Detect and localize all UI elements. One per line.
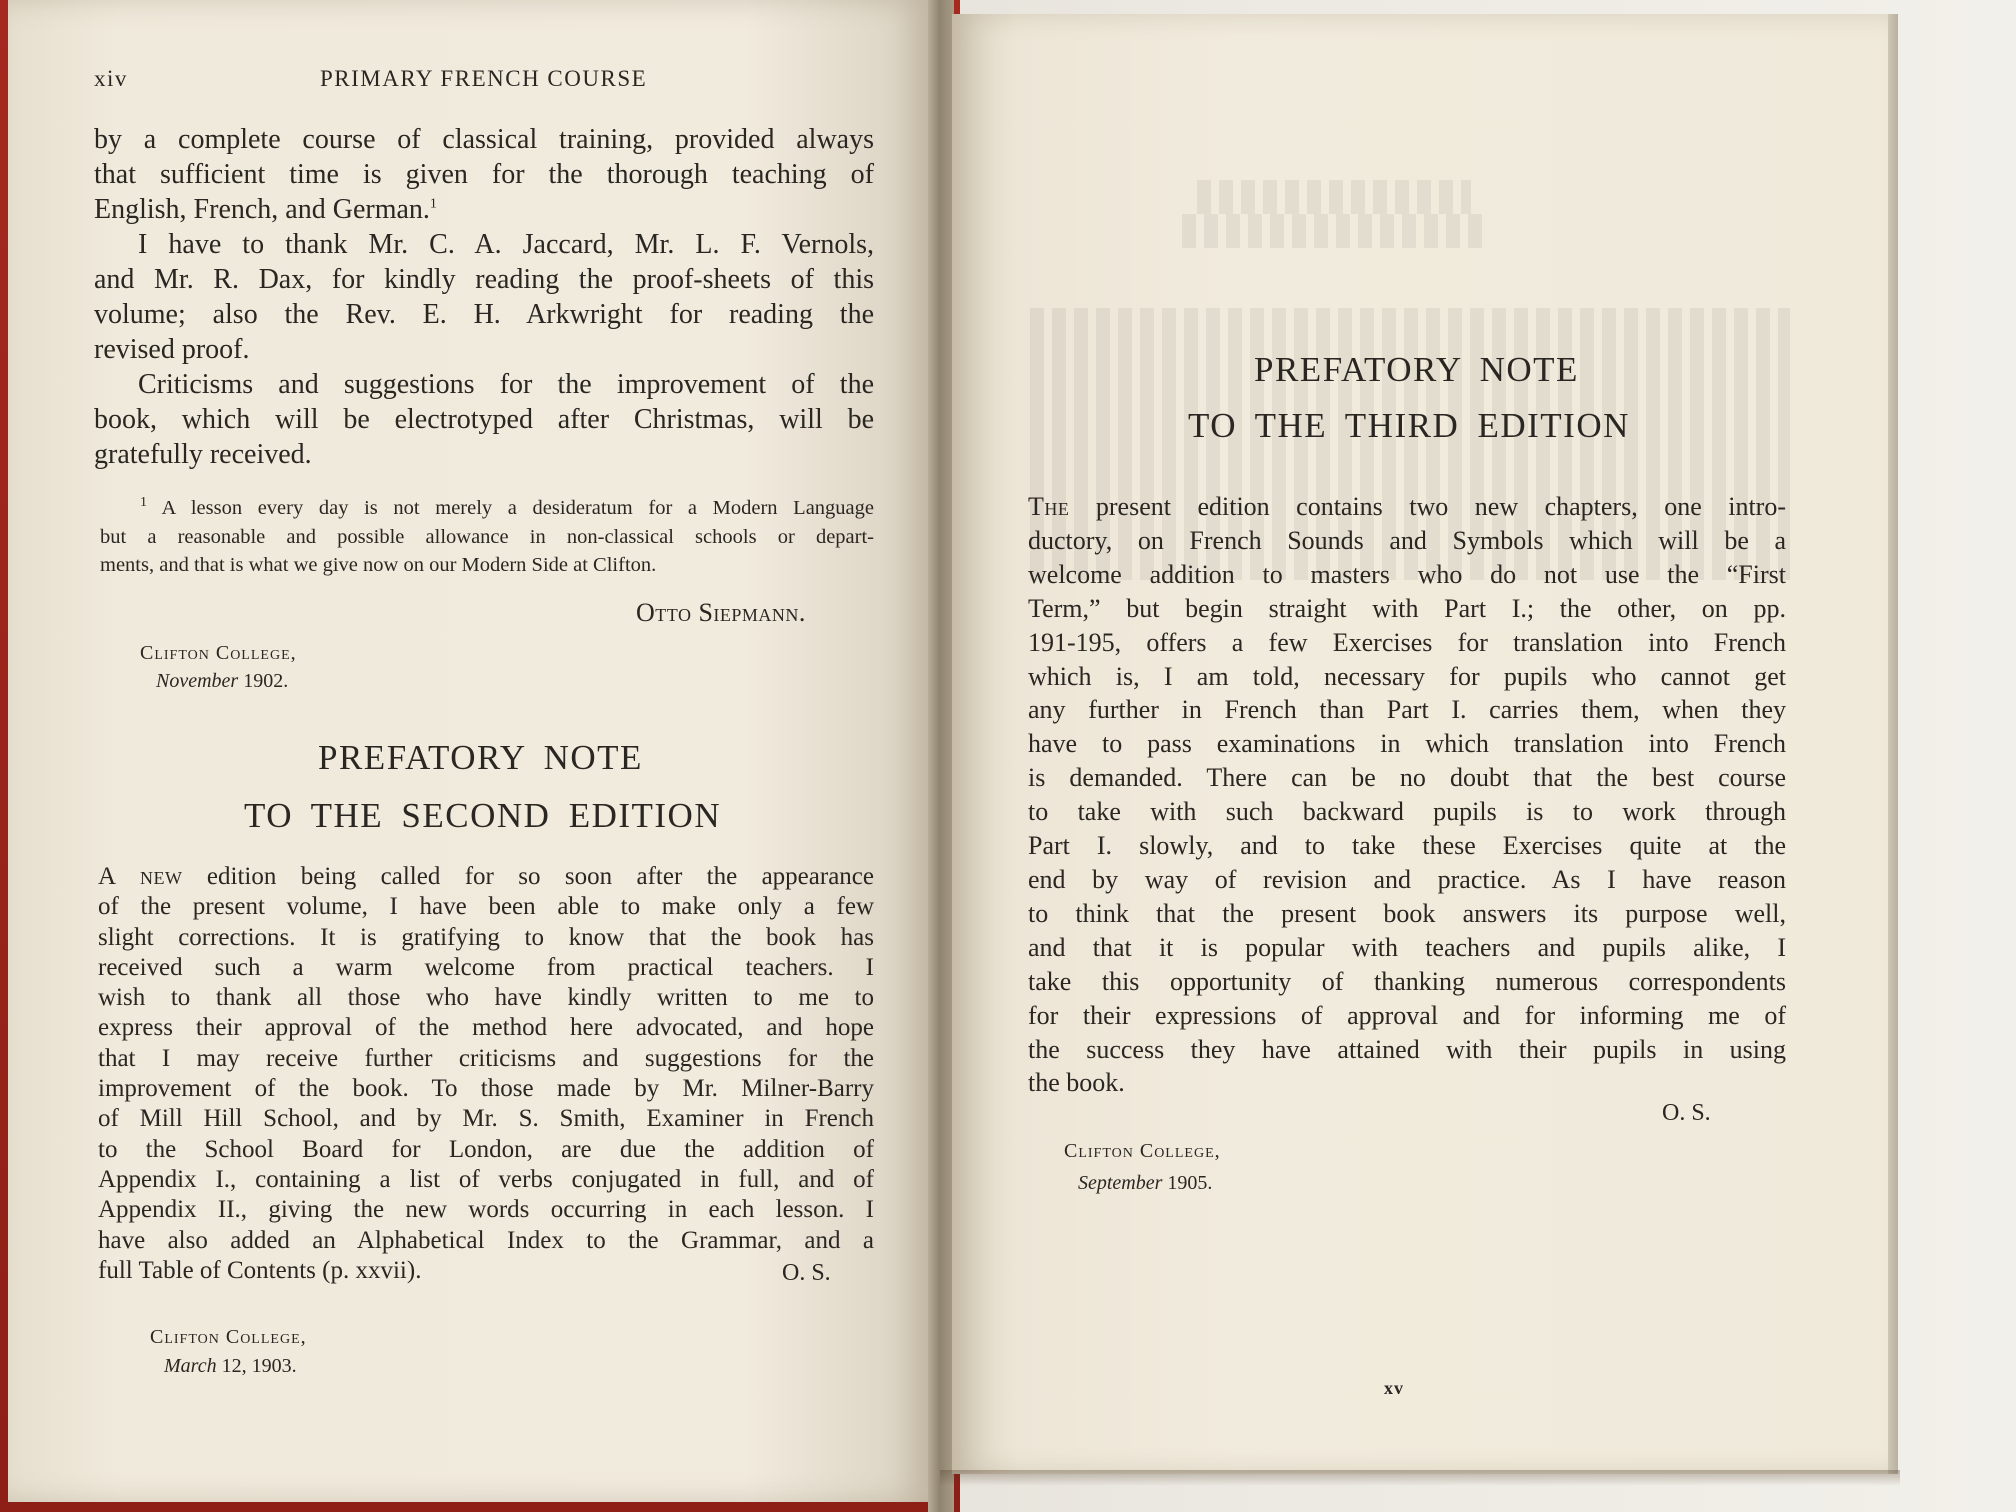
book-gutter bbox=[928, 0, 954, 1512]
text-line: have also added an Alphabetical Index to the Grammar, and a bbox=[98, 1226, 874, 1254]
text-line: revised proof. bbox=[94, 334, 250, 365]
heading-third-edition-line2: TO THE THIRD EDITION bbox=[1188, 406, 1630, 445]
text-line: end by way of revision and practice. As I have reason bbox=[1028, 864, 1786, 894]
text-line: the book. bbox=[1028, 1068, 1125, 1098]
footnote-line: $^1$ A lesson every day is not merely a desideratum for a Modern Language bbox=[140, 495, 875, 519]
text-line: to think that the present book answers its purpose well, bbox=[1028, 898, 1786, 928]
second-edition-text bbox=[98, 862, 874, 1286]
signature: O. S. bbox=[1662, 1100, 1711, 1126]
signature: Otto Siepmann. bbox=[636, 598, 806, 627]
text-line: have to pass examinations in which translation into French bbox=[1028, 729, 1786, 759]
text-line: Part I. slowly, and to take these Exercises quite at the bbox=[1028, 831, 1786, 861]
footnote bbox=[100, 494, 874, 580]
footnote-marker: 1 bbox=[429, 196, 437, 212]
text-line: is demanded. There can be no doubt that the best course bbox=[1028, 763, 1786, 793]
text-line: of Mill Hill School, and by Mr. S. Smith, Examiner in French bbox=[98, 1105, 874, 1133]
text-line: which is, I am told, necessary for pupils who cannot get bbox=[1028, 661, 1786, 691]
text-line: Appendix I., containing a list of verbs conjugated in full, and of bbox=[98, 1165, 874, 1193]
text-line: ductory, on French Sounds and Symbols which will be a bbox=[1028, 525, 1786, 555]
place: Clifton College, bbox=[1064, 1140, 1221, 1162]
text-line: and Mr. R. Dax, for kindly reading the proof-sheets of this bbox=[94, 264, 874, 295]
text-line: any further in French than Part I. carries them, when they bbox=[1028, 695, 1786, 725]
folio: xv bbox=[1384, 1378, 1404, 1398]
footnote-line: but a reasonable and possible allowance in non-classical schools or depart- bbox=[100, 525, 874, 548]
text-line: that sufficient time is given for the thorough teaching of bbox=[94, 159, 874, 190]
text-line: The present edition contains two new chapters, one intro- bbox=[1028, 492, 1786, 521]
text-line: Term,” but begin straight with Part I.; the other, on pp. bbox=[1028, 593, 1786, 623]
text-line: slight corrections. It is gratifying to know that the book has bbox=[98, 923, 874, 951]
text-line: the success they have attained with their pupils in using bbox=[1028, 1034, 1786, 1064]
text-line: Criticisms and suggestions for the improvement of the bbox=[138, 369, 874, 400]
text-line: volume; also the Rev. E. H. Arkwright for reading the bbox=[94, 299, 874, 330]
text-line: by a complete course of classical training, provided always bbox=[94, 124, 874, 155]
text-line: take this opportunity of thanking numerous correspondents bbox=[1028, 966, 1786, 996]
date: March 12, 1903. bbox=[164, 1355, 297, 1377]
text-line: 191-195, offers a few Exercises for translation into French bbox=[1028, 627, 1786, 657]
text-line: of the present volume, I have been able to make only a few bbox=[98, 893, 874, 921]
text-line: welcome addition to masters who do not use the “First bbox=[1028, 559, 1786, 589]
place: Clifton College, bbox=[140, 642, 297, 664]
text-line: for their expressions of approval and for informing me of bbox=[1028, 1000, 1786, 1030]
page-shadow bbox=[940, 1470, 1900, 1486]
place: Clifton College, bbox=[150, 1326, 307, 1348]
date: September 1905. bbox=[1078, 1172, 1213, 1194]
text-line: that I may receive further criticisms and suggestions for the bbox=[98, 1044, 874, 1072]
date: November 1902. bbox=[156, 670, 289, 692]
text-line: and that it is popular with teachers and pupils alike, I bbox=[1028, 932, 1786, 962]
running-title: PRIMARY FRENCH COURSE bbox=[320, 66, 648, 91]
text-line: A new edition being called for so soon after the appearance bbox=[98, 863, 874, 890]
footnote-line: ments, and that is what we give now on our Modern Side at Clifton. bbox=[100, 554, 657, 576]
text-line: to the School Board for London, are due the addition of bbox=[98, 1135, 874, 1163]
text-line: to take with such backward pupils is to work through bbox=[1028, 797, 1786, 827]
text-line: express their approval of the method here advocated, and hope bbox=[98, 1014, 874, 1042]
heading-second-edition-line2: TO THE SECOND EDITION bbox=[244, 796, 722, 835]
text-line: received such a warm welcome from practical teachers. I bbox=[98, 953, 874, 981]
text-line: improvement of the book. To those made by Mr. Milner-Barry bbox=[98, 1075, 874, 1103]
page-number: xiv bbox=[94, 66, 128, 91]
signature: O. S. bbox=[782, 1260, 831, 1286]
intro-text bbox=[94, 122, 874, 472]
text-line: full Table of Contents (p. xxvii). bbox=[98, 1256, 422, 1284]
page-edge bbox=[1888, 14, 1898, 1474]
text-line: gratefully received. bbox=[94, 439, 312, 470]
heading-second-edition-line1: PREFATORY NOTE bbox=[318, 738, 643, 777]
text-line: book, which will be electrotyped after Christmas, will be bbox=[94, 404, 874, 435]
third-edition-text bbox=[1028, 490, 1786, 1100]
heading-third-edition-line1: PREFATORY NOTE bbox=[1254, 350, 1579, 389]
text-line: English, French, and German.$^1$ bbox=[94, 194, 437, 225]
text-line: I have to thank Mr. C. A. Jaccard, Mr. L. F. Vernols, bbox=[138, 229, 874, 260]
text-line: wish to thank all those who have kindly written to me to bbox=[98, 984, 874, 1012]
text-line: Appendix II., giving the new words occurring in each lesson. I bbox=[98, 1196, 874, 1224]
